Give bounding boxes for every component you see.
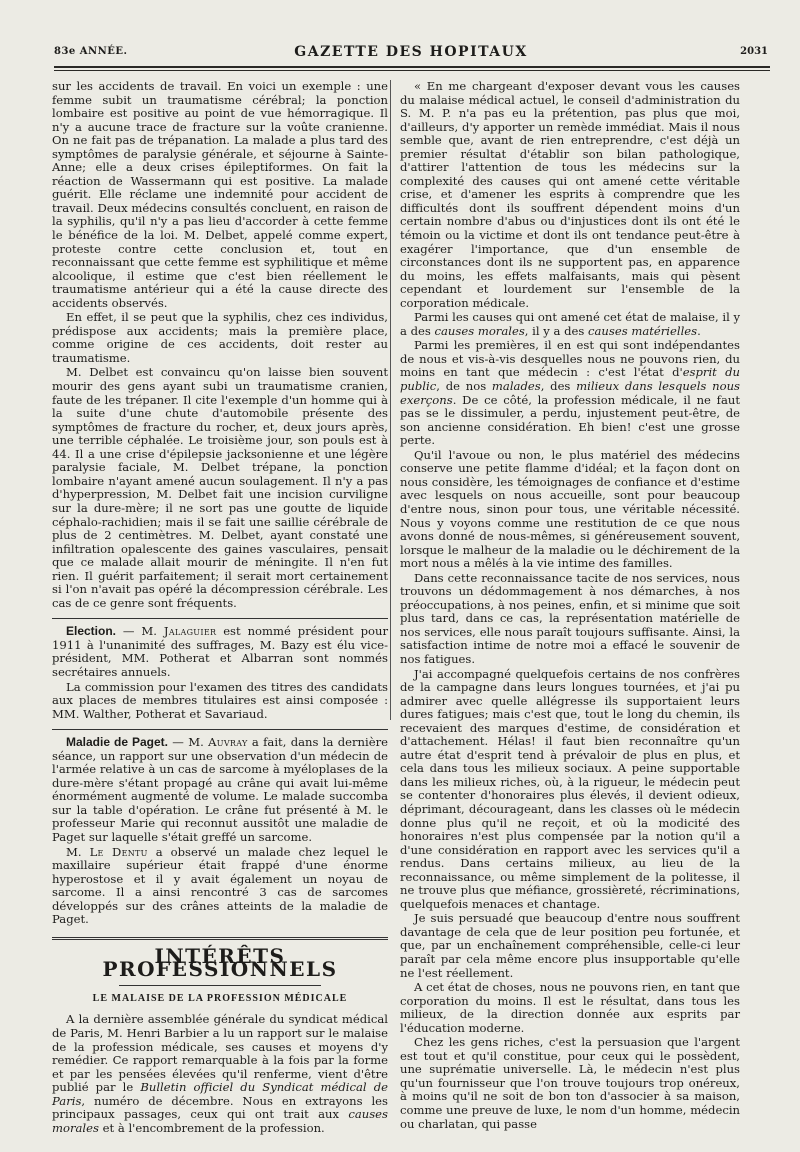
text-run: , numéro de décembre. Nous en extrayons les principaux passages, ceux qui ont trait aux [52,1093,388,1122]
section-divider [52,618,388,619]
emphasis: causes morales [52,1107,388,1135]
paragraph: A cet état de choses, nous ne pouvons rien, en tant que corporation du moins. Il est le résultat, dans tous les milieux, de la direction donnée aux esprits par l'éducation moderne. [400,980,740,1035]
text-run: a observé un malade chez lequel le maxillaire supérieur était frappé d'une énorme hyperostose et il y avait également un noyau de sarcome. Il a ainsi rencontré 3 cas de sarcomes développés sur des crânes atteints de la maladie de Paget. [52,844,389,927]
emphasis: esprit du public [400,365,741,394]
paragraph: Dans cette reconnaissance tacite de nos services, nous trouvons un dédommagement à nos démarches, à nos préoccupations, à nos peines, enfin, et si minime que soit plus tard, dans ce cas, la représentation matérielle de nos services, elle nous paraît toujours suffisante. Ainsi, la satisfaction intime de notre moi a effacé le souvenir de nos fatigues. [400,570,740,666]
page-number: 2031 [740,46,768,57]
title-rule [119,985,321,986]
paget-heading: Maladie de Paget. [66,735,168,750]
issue-label: 83e ANNÉE. [54,46,128,57]
running-header [54,40,768,64]
text-run: . [697,323,701,338]
premieres-paragraph [400,339,740,447]
election-paragraph [52,625,388,679]
text-run: a fait, dans la dernière séance, un rapport sur une observation d'un médecin de l'armée relative à un cas de sarcome à myéloplases de la dure-mère s'étant propagé au crâne qui avait lui-même énormément augmenté de volume. Le malade succomba sur la table d'opération. Le crâne fut présenté à M. le professeur Marie qui reconnut aussitôt une maladie de Paget sur laquelle s'était greffé un sarcome. [52,735,388,844]
paragraph: sur les accidents de travail. En voici un exemple : une femme subit un traumatisme cérébral; la ponction lombaire est positive au point de vue hémorragique. Il n'y a aucune trace de fracture sur la voûte cranienne. On ne fait pas de trépanation. La malade a plus tard des symptômes de paralysie générale, et séjourne à Sainte-Anne; elle a deux crises épileptiformes. On fait la réaction de Wassermann qui est positive. La malade guérit. Elle réclame une indemnité pour accident de travail. Deux médecins consultés concluent, en raison de la syphilis, qu'il n'y a pas lieu d'accorder à cette femme le bénéfice de la loi. M. Delbet, appelé comme expert, proteste contre cette conclusion et, tout en reconnaissant que cette femme est syphilitique et même alcoolique, il estime que c'est bien réellement le traumatisme antérieur qui a été la cause directe des accidents observés. [52,79,388,310]
emphasis: causes morales [434,323,525,338]
text-run: Parmi les causes qui ont amené cet état de malaise, il y a des [400,310,741,338]
text-run: , de nos [436,379,492,394]
text-run: , il y a des [524,323,589,338]
article-title: LE MALAISE DE LA PROFESSION MÉDICALE [92,992,348,1004]
paragraph: Chez les gens riches, c'est la persuasion que l'argent est tout et qu'il constitue, pour ceux qui le possèdent, une suprématie universelle. Là, le médecin n'est plus qu'un fournisseur que l'on trouve toujours trop onéreux, à moins qu'il ne soit de bon ton d'associer à sa maison, comme une preuve de luxe, le nom d'un homme, médecin ou charlatan, qui passe [400,1035,740,1131]
paragraph: « En me chargeant d'exposer devant vous les causes du malaise médical actuel, le conseil d'administration du S. M. P. n'a pas eu la prétention, pas plus que moi, d'ailleurs, d'y apporter un remède immédiat. Mais il nous semble que, avant de rien entreprendre, c'est déjà un premier résultat d'établir son bilan pathologique, d'attirer l'attention de tous les médecins sur la complexité des causes qui ont amené cette véritable crise, et d'amener les esprits à comprendre que les difficultés dont ils souffrent dépendent moins d'un certain nombre d'abus ou d'injustices dont ils ont été le témoin ou la victime et dont ils ont tendance peut-être à exagérer l'importance, que d'un ensemble de circonstances dont ils ne supportent pas, en apparence du moins, les effets malfaisants, mais qui pèsent cependant et lourdement sur l'ensemble de la corporation médicale. [400,79,740,310]
election-heading: Election. [66,624,117,639]
journal-title: GAZETTE DES HOPITAUX [294,44,528,60]
person-name: Auvray [208,735,248,750]
person-name: Le Dentu [89,844,148,859]
publication-name: Bulletin officiel du Syndicat médical de Paris [52,1080,388,1108]
text-run: est nommé président pour 1911 à l'unanimité des suffrages, M. Bazy est élu vice-président, MM. Potherat et Albarran sont nommés secrétaires annuels. [52,624,388,679]
text-run: — M. [116,624,164,639]
person-name: Jalaguier [163,624,217,639]
emphasis: milieux dans lesquels nous exerçons [400,379,740,407]
paget-paragraph [52,736,388,844]
text-run: Parmi les premières, il en est qui sont indépendantes de nous et vis-à-vis desquelles nous ne pouvons rien, du moins en tant que médecin : c'est l'état d' [400,338,740,380]
text-run: , des [540,379,577,394]
intro-paragraph [52,1013,388,1135]
emphasis: malades [491,379,541,394]
right-column [400,80,740,1132]
paragraph: Je suis persuadé que beaucoup d'entre nous souffrent davantage de cela que de leur position peu fortunée, et que, par un enchaînement compréhensible, celle-ci leur paraît par cela même encore plus insupportable qu'elle ne l'est réellement. [400,911,740,980]
column-divider [390,80,391,720]
paragraph: Qu'il l'avoue ou non, le plus matériel des médecins conserve une petite flamme d'idéal; et la façon dont on nous considère, les témoignages de confiance et d'estime avec lesquels on nous accueille, sont pour beaucoup d'entre nous, sinon pour tous, une véritable nécessité. Nous y voyons comme une restitution de ce que nous avons donné de nous-mêmes, si généreusement souvent, lorsque le malheur de la maladie ou le déchirement de la mort nous a mêlés à la vie intime des familles. [400,447,740,571]
section-divider [52,729,388,730]
paragraph: J'ai accompagné quelquefois certains de nos confrères de la campagne dans leurs longues tournées, et j'ai pu admirer avec quelle allégresse ils supportaient leurs dures fatigues; mais c'est que, tout le long du chemin, ils recevaient des marques d'estime, de considération et d'attachement. Hélas! il faut bien reconnaître qu'un autre état d'esprit tend à prévaloir de plus en plus, et cela dans tous les milieux sociaux. A peine supportable dans les milieux riches, où, à la rigueur, le médecin peut se contenter d'honoraires plus élevés, il devient odieux, déprimant, décourageant, dans les classes où le médecin donne plus qu'il ne reçoit, et où la modicité des honoraires n'est plus compensée par la notion qu'il a d'une considération en rapport avec les services qu'il a rendus. Dans certains milieux, au lieu de la reconnaissance, ou même simplement de la politesse, il ne trouve plus que méfiance, grossièreté, récriminations, quelquefois menaces et chantage. [400,666,740,911]
text-run: — M. [167,735,209,750]
text-run: M. [66,844,90,859]
paragraph: La commission pour l'examen des titres des candidats aux places de membres titulaires est ainsi composée : MM. Walther, Potherat et Savariaud. [52,679,388,721]
causes-paragraph [400,311,740,338]
text-run: . De ce côté, la profession médicale, il ne faut pas se le dissimuler, a perdu, injustement peut-être, de son ancienne considération. Eh bien! c'est une grosse perte. [400,392,740,448]
paragraph: M. Delbet est convaincu qu'on laisse bien souvent mourir des gens ayant subi un traumatisme cranien, faute de les trépaner. Il cite l'exemple d'un homme qui à la suite d'une chute d'automobile présente des symptômes de fracture du rocher, et, deux jours après, une terrible céphalée. Le troisième jour, son pouls est à 44. Il a une crise d'épilepsie jacksonienne et une légère paralysie faciale, M. Delbet trépane, la ponction lombaire n'ayant amené aucun soulagement. Il n'y a pas d'hyperpression, M. Delbet fait une incision curviligne sur la dure-mère; il ne sort pas une goutte de liquide céphalo-rachidien; mais il se fait une saillie cérébrale de plus de 2 centimètres. M. Delbet, ayant constaté une infiltration opalescente des gaines vasculaires, pensait que ce malade allait mourir de méningite. Il n'en fut rien. Il guérit parfaitement; il serait mort certainement si l'on n'avait pas opéré la décompression cérébrale. Les cas de ce genre sont fréquents. [52,365,388,610]
emphasis: causes matérielles [588,323,698,338]
header-rule-thin [54,70,770,71]
section-title: INTÉRÊTS PROFESSIONNELS [102,943,338,982]
dentu-paragraph [52,846,388,927]
text-run: et à l'encombrement de la profession. [98,1120,325,1135]
header-rule [54,66,770,68]
text-run: A la dernière assemblée générale du syndicat médical de Paris, M. Henri Barbier a lu un rapport sur le malaise de la profession médicale, ses causes et moyens d'y remédier. Ce rapport remarquable à la fois par la forme et par les pensées élevées qu'il renferme, vient d'être publié par le [52,1012,388,1095]
left-column [52,80,388,1136]
paragraph: En effet, il se peut que la syphilis, chez ces individus, prédispose aux accidents; mais la première place, comme origine de ces accidents, doit rester au traumatisme. [52,310,388,365]
section-double-rule [52,937,388,940]
